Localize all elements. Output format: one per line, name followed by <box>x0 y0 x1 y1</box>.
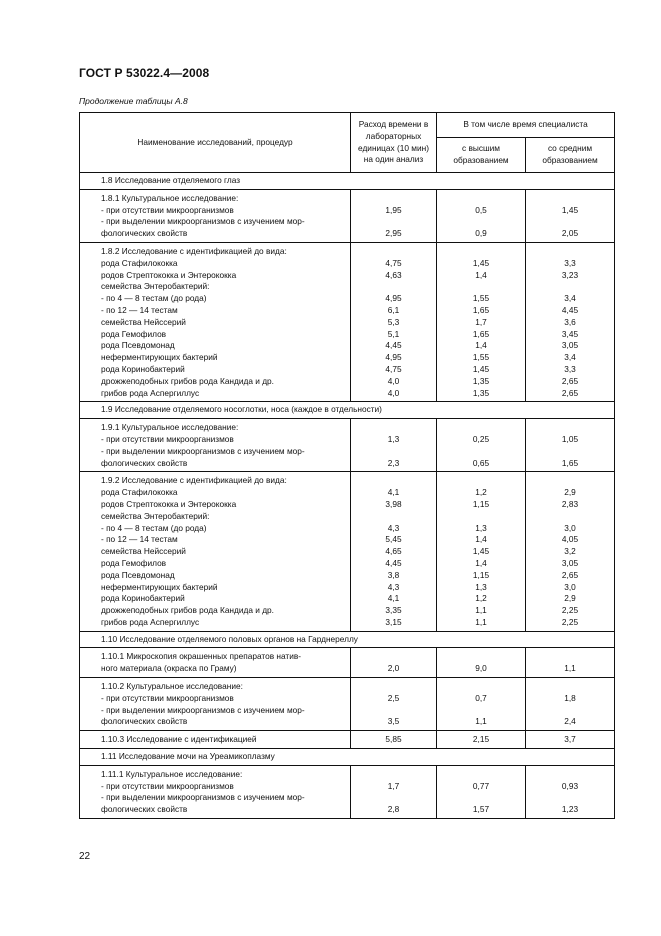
procedure-cell <box>80 189 351 242</box>
col-header-higher: с высшим образованием <box>437 138 526 173</box>
procedure-line: неферментирующих бактерий <box>101 352 218 363</box>
value: 1,05 <box>561 433 579 444</box>
value: 3,0 <box>564 522 576 533</box>
col-header-group: В том числе время специалиста <box>437 113 615 138</box>
value: 4,95 <box>385 293 402 304</box>
section-row <box>80 631 615 648</box>
value: 2,9 <box>564 593 576 604</box>
value <box>437 446 525 458</box>
value: 4,75 <box>385 363 402 374</box>
procedure-line: - при выделении микроорганизмов с изучением мор- <box>101 704 305 715</box>
value: 1,7 <box>387 780 400 791</box>
higher-ed-cell <box>437 472 526 631</box>
value <box>351 216 436 228</box>
secondary-ed-cell <box>526 731 615 749</box>
value: 3,45 <box>561 328 579 339</box>
time-cell <box>351 242 437 401</box>
col-header-secondary: со средним образованием <box>526 138 615 173</box>
value <box>526 216 614 228</box>
value: 2,83 <box>561 498 579 509</box>
secondary-ed-cell <box>526 765 615 818</box>
value: 1,1 <box>475 616 487 627</box>
value: 3,15 <box>385 616 402 627</box>
value <box>351 246 436 258</box>
value: 3,5 <box>387 716 400 727</box>
value <box>351 651 436 663</box>
value: 4,3 <box>387 522 400 533</box>
value: 3,98 <box>385 498 402 509</box>
procedure-line: семейства Энтеробактерий: <box>101 510 210 521</box>
higher-ed-cell <box>437 731 526 749</box>
value: 4,05 <box>561 534 579 545</box>
value: 3,8 <box>387 569 400 580</box>
value: 1,1 <box>475 716 487 727</box>
procedure-line: рода Гемофилов <box>101 328 167 339</box>
value: 2,4 <box>564 716 576 727</box>
table-caption: Продолжение таблицы А.8 <box>79 96 188 106</box>
value: 2,65 <box>561 569 579 580</box>
higher-ed-cell <box>437 648 526 678</box>
procedure-line: рода Псевдомонад <box>101 569 175 580</box>
value: 4,45 <box>561 304 579 315</box>
value <box>437 681 525 693</box>
value: 1,15 <box>472 498 490 509</box>
value <box>526 475 614 487</box>
value <box>437 216 525 228</box>
value: 3,05 <box>561 340 579 351</box>
value: 4,0 <box>387 387 400 398</box>
col-header-name: Наименование исследований, процедур <box>80 113 351 173</box>
procedure-cell <box>80 419 351 472</box>
value: 4,45 <box>385 557 402 568</box>
procedure-line: грибов рода Аспергиллус <box>101 387 200 398</box>
section-title: 1.9 Исследование отделяемого носоглотки, носа (каждое в отдельности) <box>80 402 615 419</box>
table-row <box>80 648 615 678</box>
value: 1,55 <box>472 293 490 304</box>
secondary-ed-cell <box>526 242 615 401</box>
value: 2,65 <box>561 375 579 386</box>
value <box>437 769 525 781</box>
value: 0,5 <box>475 204 487 215</box>
value <box>351 511 436 523</box>
value: 1,1 <box>564 663 576 674</box>
value: 1,65 <box>472 328 490 339</box>
section-row <box>80 749 615 766</box>
time-cell <box>351 678 437 731</box>
secondary-ed-cell <box>526 472 615 631</box>
procedure-line: - при выделении микроорганизмов с изучением мор- <box>101 216 305 227</box>
time-cell <box>351 189 437 242</box>
value: 3,4 <box>564 293 576 304</box>
time-cell <box>351 765 437 818</box>
time-cell <box>351 419 437 472</box>
procedure-line: - при отсутствии микроорганизмов <box>101 692 234 703</box>
page-number: 22 <box>79 851 91 862</box>
value <box>437 281 525 293</box>
table-row <box>80 189 615 242</box>
procedure-line: 1.9.2 Исследование с идентификацией до вида: <box>101 475 287 486</box>
value <box>526 511 614 523</box>
procedure-line: - по 4 — 8 тестам (до рода) <box>101 522 207 533</box>
value <box>351 281 436 293</box>
value: 2,25 <box>561 616 579 627</box>
value <box>526 769 614 781</box>
value <box>526 792 614 804</box>
value: 3,4 <box>564 352 576 363</box>
value: 3,6 <box>564 316 576 327</box>
value: 5,85 <box>385 734 402 745</box>
value: 4,45 <box>385 340 402 351</box>
procedure-cell <box>80 731 351 749</box>
value: 1,65 <box>561 457 579 468</box>
higher-ed-cell <box>437 419 526 472</box>
value: 1,35 <box>472 387 490 398</box>
table-row <box>80 765 615 818</box>
value: 1,3 <box>475 522 487 533</box>
table-row <box>80 242 615 401</box>
secondary-ed-cell <box>526 419 615 472</box>
value: 1,95 <box>385 204 402 215</box>
table-row <box>80 731 615 749</box>
value: 1,4 <box>475 269 487 280</box>
value: 2,95 <box>385 228 402 239</box>
procedure-cell <box>80 765 351 818</box>
value: 1,45 <box>472 546 490 557</box>
value: 4,63 <box>385 269 402 280</box>
value: 0,25 <box>472 433 490 444</box>
value: 2,15 <box>472 734 490 745</box>
value: 1,4 <box>475 534 487 545</box>
value: 3,7 <box>564 734 576 745</box>
value <box>526 193 614 205</box>
time-cell <box>351 731 437 749</box>
procedure-line: семейства Нейссерий <box>101 316 186 327</box>
procedure-line: фологических свойств <box>101 228 188 239</box>
value: 1,3 <box>475 581 487 592</box>
procedure-line: фологических свойств <box>101 457 188 468</box>
value <box>437 246 525 258</box>
value: 5,45 <box>385 534 402 545</box>
procedure-line: - при отсутствии микроорганизмов <box>101 204 234 215</box>
value: 3,35 <box>385 605 402 616</box>
procedure-line: 1.10.2 Культуральное исследование: <box>101 681 243 692</box>
value <box>526 446 614 458</box>
document-header: ГОСТ Р 53022.4—2008 <box>79 66 210 80</box>
table-row <box>80 419 615 472</box>
value <box>437 475 525 487</box>
value: 3,3 <box>564 257 576 268</box>
procedure-line: рода Псевдомонад <box>101 340 175 351</box>
value: 1,2 <box>475 487 487 498</box>
value: 2,9 <box>564 487 576 498</box>
secondary-ed-cell <box>526 648 615 678</box>
value <box>526 681 614 693</box>
procedure-line: родов Стрептококка и Энтерококка <box>101 269 237 280</box>
value: 2,5 <box>387 692 400 703</box>
higher-ed-cell <box>437 242 526 401</box>
value: 1,1 <box>475 605 487 616</box>
procedure-line: - при выделении микроорганизмов с изучением мор- <box>101 792 305 803</box>
procedure-line: 1.11.1 Культуральное исследование: <box>101 768 243 779</box>
value: 1,8 <box>564 692 576 703</box>
procedure-cell <box>80 678 351 731</box>
procedure-line: ного материала (окраска по Граму) <box>101 663 237 674</box>
value: 5,3 <box>387 316 400 327</box>
value: 1,4 <box>475 557 487 568</box>
secondary-ed-cell <box>526 678 615 731</box>
value: 1,35 <box>472 375 490 386</box>
procedure-line: рода Коринобактерий <box>101 363 185 374</box>
value: 5,1 <box>387 328 400 339</box>
section-title: 1.11 Исследование мочи на Уреамикоплазму <box>80 749 615 766</box>
value: 2,65 <box>561 387 579 398</box>
table-row <box>80 472 615 631</box>
value <box>351 475 436 487</box>
value <box>351 681 436 693</box>
value: 4,0 <box>387 375 400 386</box>
procedure-line: 1.10.3 Исследование с идентификацией <box>101 734 257 745</box>
section-row <box>80 173 615 190</box>
value <box>437 422 525 434</box>
procedure-line: 1.9.1 Культуральное исследование: <box>101 422 239 433</box>
value <box>526 281 614 293</box>
procedure-cell <box>80 648 351 678</box>
col-header-time: Расход времени в лабораторных единицах (10 мин) на один анализ <box>351 113 437 173</box>
procedure-line: - по 4 — 8 тестам (до рода) <box>101 293 207 304</box>
value: 6,1 <box>387 304 400 315</box>
time-cell <box>351 472 437 631</box>
value <box>526 651 614 663</box>
value: 0,93 <box>561 780 579 791</box>
procedure-line: дрожжеподобных грибов рода Кандида и др. <box>101 375 274 386</box>
value: 0,65 <box>472 457 490 468</box>
higher-ed-cell <box>437 189 526 242</box>
procedure-line: семейства Энтеробактерий: <box>101 281 210 292</box>
value: 1,15 <box>472 569 490 580</box>
procedure-line: фологических свойств <box>101 716 188 727</box>
procedure-line: родов Стрептококка и Энтерококка <box>101 498 237 509</box>
procedure-line: 1.8.2 Исследование с идентификацией до вида: <box>101 245 287 256</box>
value: 1,3 <box>387 433 400 444</box>
value: 3,0 <box>564 581 576 592</box>
data-table <box>79 112 615 819</box>
value <box>526 246 614 258</box>
value: 2,8 <box>387 804 400 815</box>
value <box>351 193 436 205</box>
value: 0,7 <box>475 692 487 703</box>
value <box>351 422 436 434</box>
value: 1,55 <box>472 352 490 363</box>
value: 4,65 <box>385 546 402 557</box>
procedure-line: дрожжеподобных грибов рода Кандида и др. <box>101 605 274 616</box>
value: 4,1 <box>387 487 400 498</box>
value: 1,2 <box>475 593 487 604</box>
value <box>351 769 436 781</box>
procedure-line: рода Коринобактерий <box>101 593 185 604</box>
procedure-line: грибов рода Аспергиллус <box>101 616 200 627</box>
procedure-line: - при отсутствии микроорганизмов <box>101 433 234 444</box>
section-title: 1.10 Исследование отделяемого половых органов на Гарднереллу <box>80 631 615 648</box>
value: 0,77 <box>472 780 490 791</box>
value <box>437 511 525 523</box>
value <box>437 193 525 205</box>
section-title: 1.8 Исследование отделяемого глаз <box>80 173 615 190</box>
value: 4,1 <box>387 593 400 604</box>
time-cell <box>351 648 437 678</box>
value <box>437 792 525 804</box>
procedure-line: неферментирующих бактерий <box>101 581 218 592</box>
value: 1,4 <box>475 340 487 351</box>
value: 2,25 <box>561 605 579 616</box>
value: 3,05 <box>561 557 579 568</box>
higher-ed-cell <box>437 678 526 731</box>
procedure-line: - при отсутствии микроорганизмов <box>101 780 234 791</box>
value <box>437 705 525 717</box>
value: 1,7 <box>475 316 487 327</box>
procedure-line: - при выделении микроорганизмов с изучением мор- <box>101 445 305 456</box>
section-row <box>80 402 615 419</box>
value: 3,3 <box>564 363 576 374</box>
value <box>351 792 436 804</box>
value: 4,95 <box>385 352 402 363</box>
value: 1,45 <box>472 257 490 268</box>
procedure-cell <box>80 472 351 631</box>
value: 2,3 <box>387 457 400 468</box>
value: 0,9 <box>475 228 487 239</box>
value <box>437 651 525 663</box>
value: 1,45 <box>472 363 490 374</box>
secondary-ed-cell <box>526 189 615 242</box>
procedure-line: - по 12 — 14 тестам <box>101 304 178 315</box>
procedure-line: рода Стафилококка <box>101 487 178 498</box>
higher-ed-cell <box>437 765 526 818</box>
value: 1,23 <box>561 804 579 815</box>
procedure-line: 1.8.1 Культуральное исследование: <box>101 192 239 203</box>
value: 1,57 <box>472 804 490 815</box>
procedure-line: фологических свойств <box>101 804 188 815</box>
value: 1,45 <box>561 204 579 215</box>
procedure-line: рода Стафилококка <box>101 257 178 268</box>
value: 2,0 <box>387 663 400 674</box>
value <box>351 446 436 458</box>
procedure-cell <box>80 242 351 401</box>
value: 9,0 <box>475 663 487 674</box>
value <box>526 705 614 717</box>
value: 2,05 <box>561 228 579 239</box>
value: 4,75 <box>385 257 402 268</box>
procedure-line: 1.10.1 Микроскопия окрашенных препаратов натив- <box>101 651 302 662</box>
value: 4,3 <box>387 581 400 592</box>
value: 1,65 <box>472 304 490 315</box>
value: 3,2 <box>564 546 576 557</box>
value <box>526 422 614 434</box>
value <box>351 705 436 717</box>
value: 3,23 <box>561 269 579 280</box>
table-row <box>80 678 615 731</box>
procedure-line: рода Гемофилов <box>101 557 167 568</box>
procedure-line: - по 12 — 14 тестам <box>101 534 178 545</box>
procedure-line: семейства Нейссерий <box>101 546 186 557</box>
